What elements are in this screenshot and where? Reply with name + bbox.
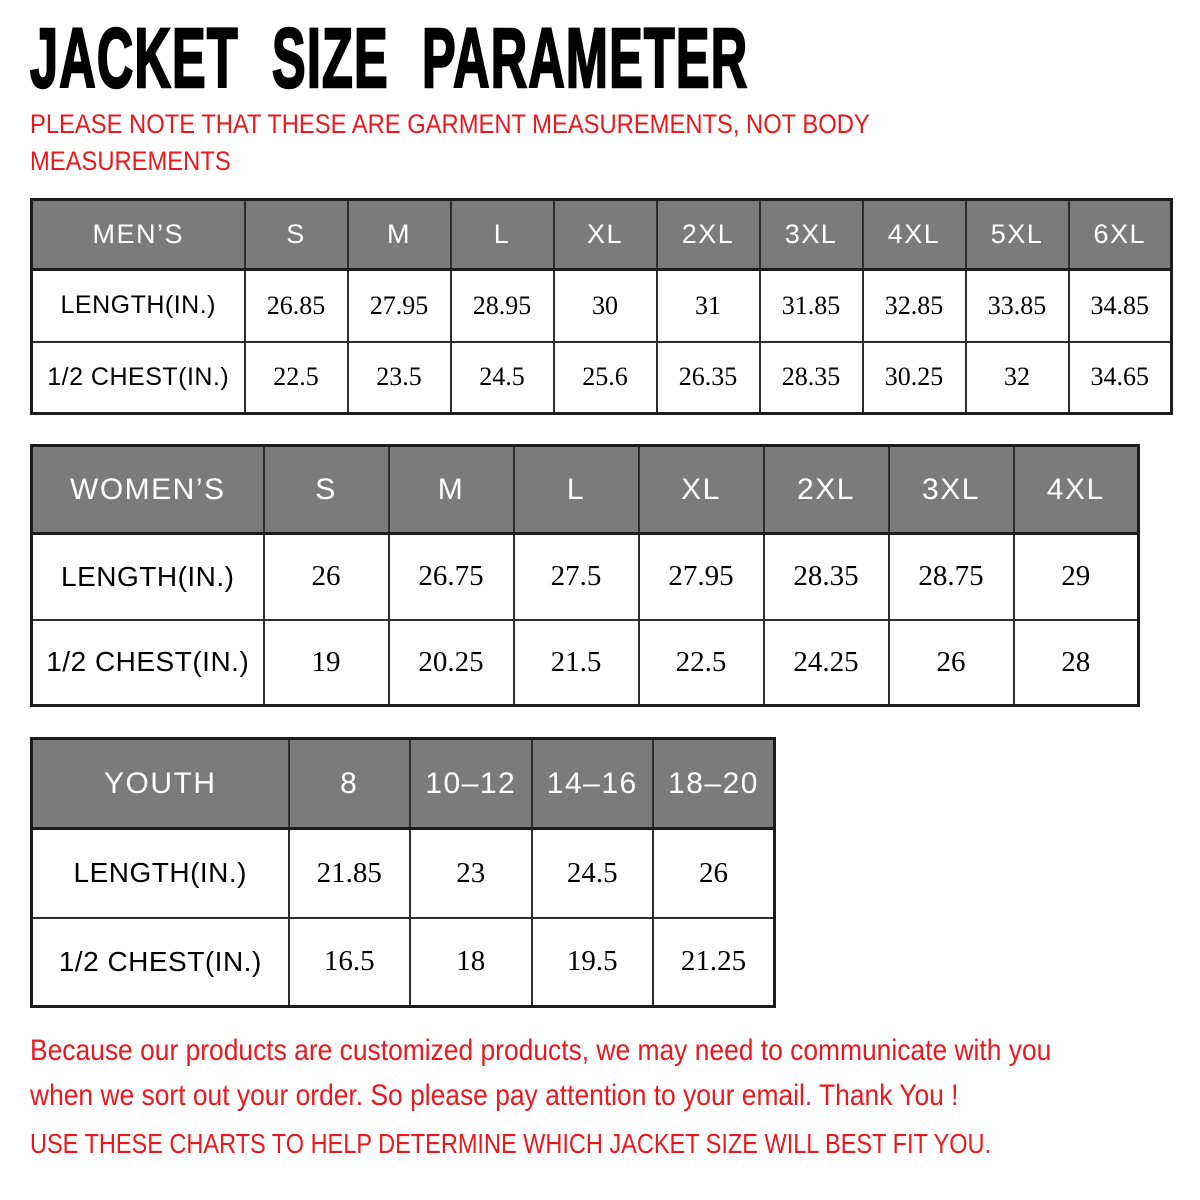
womens-measurement-value-cell: 24.25: [764, 620, 889, 706]
mens-measurement-value-cell: 30: [554, 270, 657, 342]
customized-note-line-2: when we sort out your order. So please pay attention to your email. Thank You !: [30, 1079, 959, 1112]
mens-size-table: [30, 198, 1173, 415]
garment-measurement-note: [30, 106, 870, 180]
mens-size-table-section: [30, 198, 1173, 415]
mens-size-header-cell: L: [451, 200, 554, 270]
womens-size-header-cell: 2XL: [764, 446, 889, 534]
womens-size-header-cell: L: [514, 446, 639, 534]
mens-size-header-cell: 3XL: [760, 200, 863, 270]
womens-measurement-value-cell: 28: [1014, 620, 1139, 706]
mens-measurement-label-cell: LENGTH(IN.): [32, 270, 245, 342]
mens-measurement-value-cell: 30.25: [863, 342, 966, 414]
womens-measurement-value-cell: 19: [264, 620, 389, 706]
mens-measurement-value-cell: 26.35: [657, 342, 760, 414]
womens-size-header-cell: S: [264, 446, 389, 534]
womens-size-header-cell: 4XL: [1014, 446, 1139, 534]
youth-measurement-label-cell: LENGTH(IN.): [32, 829, 289, 918]
mens-header-row: [32, 200, 1172, 270]
youth-measurement-value-cell: 26: [653, 829, 775, 918]
youth-header-row: [32, 739, 775, 829]
mens-measurement-value-cell: 23.5: [348, 342, 451, 414]
mens-measurement-value-cell: 33.85: [966, 270, 1069, 342]
womens-measurement-value-cell: 27.95: [639, 534, 764, 620]
page-title: JACKET SIZE PARAMETER: [30, 11, 749, 105]
mens-measurement-row: [32, 270, 1172, 342]
youth-size-table-section: [30, 737, 776, 1008]
mens-measurement-value-cell: 34.65: [1069, 342, 1172, 414]
youth-size-table: [30, 737, 776, 1008]
mens-size-header-cell: 6XL: [1069, 200, 1172, 270]
mens-measurement-value-cell: 34.85: [1069, 270, 1172, 342]
mens-measurement-value-cell: 27.95: [348, 270, 451, 342]
mens-size-header-cell: 2XL: [657, 200, 760, 270]
customized-products-note: [30, 1028, 1051, 1118]
mens-measurement-value-cell: 32: [966, 342, 1069, 414]
womens-measurement-value-cell: 22.5: [639, 620, 764, 706]
womens-measurement-row: [32, 534, 1139, 620]
womens-size-header-cell: M: [389, 446, 514, 534]
youth-size-header-cell: 14–16: [532, 739, 654, 829]
womens-measurement-value-cell: 21.5: [514, 620, 639, 706]
womens-measurement-value-cell: 27.5: [514, 534, 639, 620]
mens-measurement-label-cell: 1/2 CHEST(IN.): [32, 342, 245, 414]
youth-measurement-value-cell: 21.85: [289, 829, 411, 918]
mens-measurement-row: [32, 342, 1172, 414]
mens-measurement-value-cell: 28.95: [451, 270, 554, 342]
youth-size-header-cell: 18–20: [653, 739, 775, 829]
mens-size-header-cell: XL: [554, 200, 657, 270]
youth-measurement-value-cell: 19.5: [532, 918, 654, 1007]
youth-measurement-value-cell: 24.5: [532, 829, 654, 918]
mens-size-header-cell: S: [245, 200, 348, 270]
mens-size-header-cell: 4XL: [863, 200, 966, 270]
womens-size-table-section: [30, 444, 1140, 707]
youth-measurement-value-cell: 21.25: [653, 918, 775, 1007]
womens-measurement-label-cell: 1/2 CHEST(IN.): [32, 620, 264, 706]
chart-usage-note: USE THESE CHARTS TO HELP DETERMINE WHICH JACKET SIZE WILL BEST FIT YOU.: [30, 1128, 992, 1159]
mens-size-header-cell: 5XL: [966, 200, 1069, 270]
womens-size-table: [30, 444, 1140, 707]
note-line-1: PLEASE NOTE THAT THESE ARE GARMENT MEASUREMENTS, NOT BODY: [30, 109, 870, 139]
womens-measurement-value-cell: 26.75: [389, 534, 514, 620]
mens-measurement-value-cell: 28.35: [760, 342, 863, 414]
youth-measurement-value-cell: 16.5: [289, 918, 411, 1007]
customized-note-line-1: Because our products are customized products, we may need to communicate with you: [30, 1034, 1052, 1067]
mens-measurement-value-cell: 22.5: [245, 342, 348, 414]
youth-measurement-value-cell: 23: [410, 829, 532, 918]
mens-measurement-value-cell: 24.5: [451, 342, 554, 414]
womens-measurement-value-cell: 28.75: [889, 534, 1014, 620]
youth-measurement-label-cell: 1/2 CHEST(IN.): [32, 918, 289, 1007]
womens-group-header-cell: WOMEN’S: [32, 446, 264, 534]
youth-size-header-cell: 8: [289, 739, 411, 829]
mens-measurement-value-cell: 25.6: [554, 342, 657, 414]
womens-measurement-value-cell: 28.35: [764, 534, 889, 620]
womens-size-header-cell: XL: [639, 446, 764, 534]
youth-measurement-row: [32, 829, 775, 918]
womens-size-header-cell: 3XL: [889, 446, 1014, 534]
youth-measurement-value-cell: 18: [410, 918, 532, 1007]
womens-header-row: [32, 446, 1139, 534]
mens-group-header-cell: MEN’S: [32, 200, 245, 270]
womens-measurement-value-cell: 26: [889, 620, 1014, 706]
mens-measurement-value-cell: 26.85: [245, 270, 348, 342]
womens-measurement-value-cell: 26: [264, 534, 389, 620]
youth-size-header-cell: 10–12: [410, 739, 532, 829]
mens-measurement-value-cell: 32.85: [863, 270, 966, 342]
mens-measurement-value-cell: 31: [657, 270, 760, 342]
youth-measurement-row: [32, 918, 775, 1007]
mens-size-header-cell: M: [348, 200, 451, 270]
mens-measurement-value-cell: 31.85: [760, 270, 863, 342]
youth-group-header-cell: YOUTH: [32, 739, 289, 829]
womens-measurement-value-cell: 20.25: [389, 620, 514, 706]
womens-measurement-row: [32, 620, 1139, 706]
womens-measurement-label-cell: LENGTH(IN.): [32, 534, 264, 620]
note-line-2: MEASUREMENTS: [30, 146, 231, 176]
womens-measurement-value-cell: 29: [1014, 534, 1139, 620]
